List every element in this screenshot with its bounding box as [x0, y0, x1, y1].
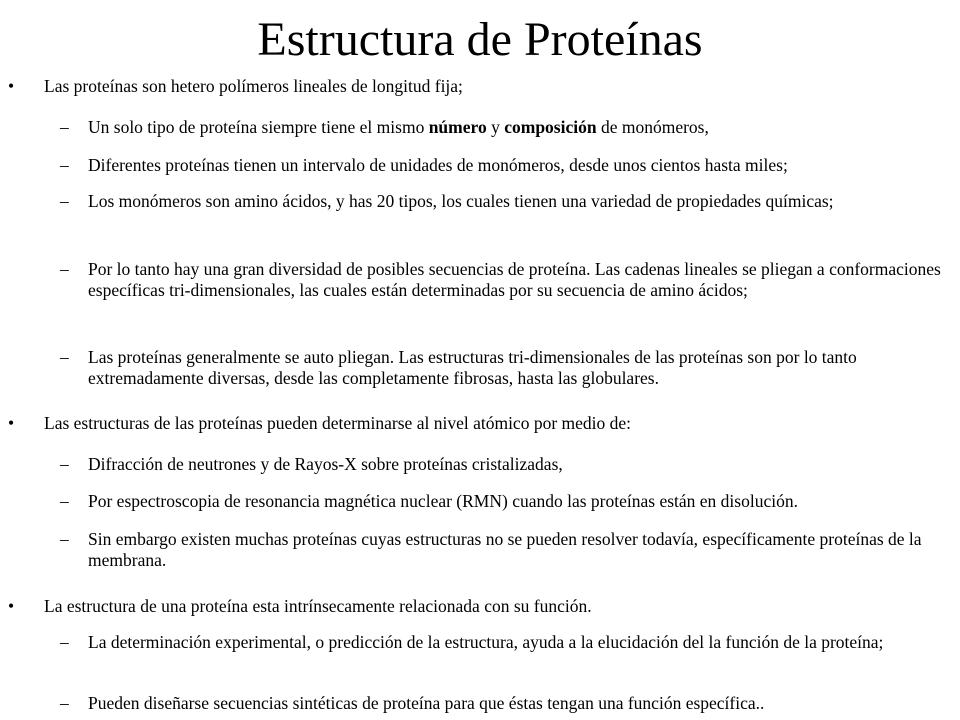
dash-glyph: – [60, 117, 69, 137]
dash-glyph: – [60, 529, 69, 549]
sub-bullet-item [60, 454, 954, 475]
bullet-glyph: • [8, 76, 15, 96]
sub-bullet-text: La determinación experimental, o predicción de la estructura, ayuda a la elucidación del la función de la proteína; [88, 632, 884, 652]
bullet-text: La estructura de una proteína esta intrínsecamente relacionada con su función. [44, 596, 592, 616]
dash-glyph: – [60, 191, 69, 211]
sub-bullet-text: Un solo tipo de proteína siempre tiene el mismo número y composición de monómeros, [88, 117, 709, 137]
sub-bullet-item [60, 632, 954, 653]
sub-bullet-text: Las proteínas generalmente se auto pliegan. Las estructuras tri-dimensionales de las proteínas son por lo tanto extremadamente diversas, desde las completamente fibrosas, hasta las globulares. [88, 347, 857, 388]
sub-bullet-text: Sin embargo existen muchas proteínas cuyas estructuras no se pueden resolver todavía, específicamente proteínas de la membrana. [88, 529, 922, 570]
sub-bullet-item [60, 529, 954, 571]
sub-bullet-item [60, 693, 954, 714]
bullet-text: Las estructuras de las proteínas pueden determinarse al nivel atómico por medio de: [44, 413, 632, 433]
sub-bullet-item [60, 155, 954, 176]
bullet-text: Las proteínas son hetero polímeros lineales de longitud fija; [44, 76, 463, 96]
bullet-glyph: • [8, 413, 15, 433]
sub-bullet-text: Los monómeros son amino ácidos, y has 20 tipos, los cuales tienen una variedad de propiedades químicas; [88, 191, 834, 211]
sub-bullet-item [60, 347, 954, 389]
dash-glyph: – [60, 491, 69, 511]
slide-title: Estructura de Proteínas [257, 13, 703, 66]
bullet-item [8, 596, 944, 617]
dash-glyph: – [60, 259, 69, 279]
sub-bullet-item [60, 491, 954, 512]
bullet-item [8, 413, 944, 434]
sub-bullet-item [60, 117, 954, 138]
sub-bullet-text: Por espectroscopia de resonancia magnética nuclear (RMN) cuando las proteínas están en disolución. [88, 491, 798, 511]
sub-bullet-text: Diferentes proteínas tienen un intervalo de unidades de monómeros, desde unos cientos hasta miles; [88, 155, 788, 175]
dash-glyph: – [60, 347, 69, 367]
bold-term: composición [504, 117, 597, 137]
sub-bullet-text: Difracción de neutrones y de Rayos-X sobre proteínas cristalizadas, [88, 454, 563, 474]
sub-bullet-text: Por lo tanto hay una gran diversidad de posibles secuencias de proteína. Las cadenas lineales se pliegan a conformaciones específicas tri-dimensionales, las cuales están determinadas por su secuencia de amino ácidos; [88, 259, 941, 300]
bullet-glyph: • [8, 596, 15, 616]
sub-bullet-item [60, 191, 954, 212]
dash-glyph: – [60, 693, 69, 713]
sub-bullet-item [60, 259, 954, 301]
dash-glyph: – [60, 632, 69, 652]
dash-glyph: – [60, 155, 69, 175]
sub-bullet-text: Pueden diseñarse secuencias sintéticas de proteína para que éstas tengan una función específica.. [88, 693, 765, 713]
dash-glyph: – [60, 454, 69, 474]
bold-term: número [428, 117, 487, 137]
bullet-item [8, 76, 944, 97]
